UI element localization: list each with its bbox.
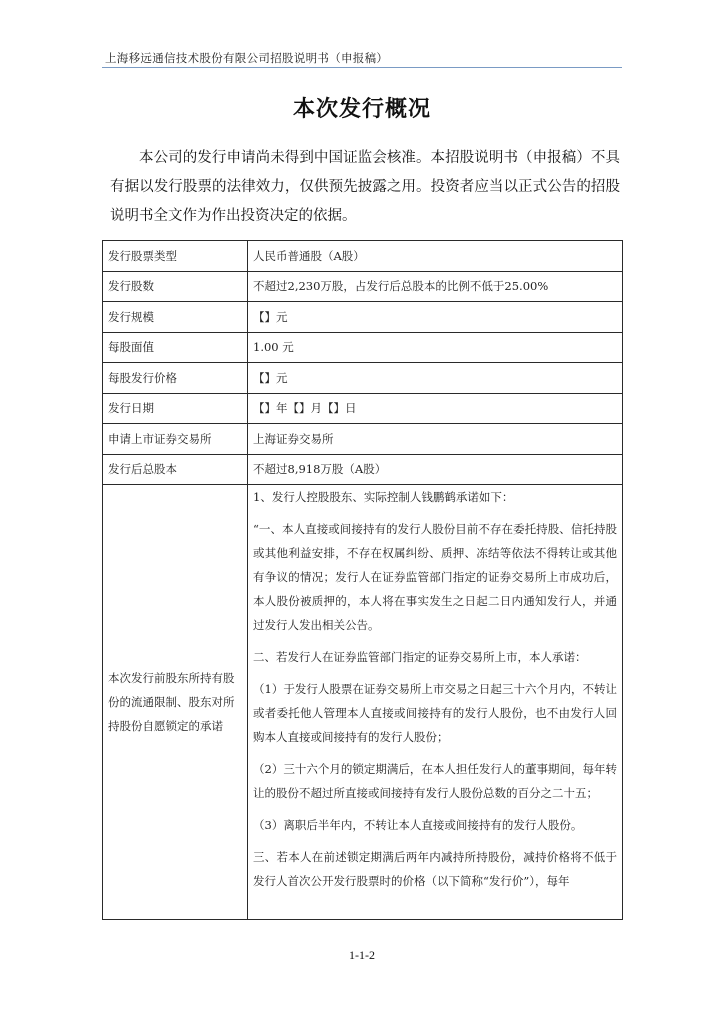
table-row [103, 393, 623, 424]
page-title: 本次发行概况 [292, 97, 431, 122]
intro-paragraph: 本公司的发行申请尚未得到中国证监会核准。本招股说明书（申报稿）不具有据以发行股票的法律效力，仅供预先披露之用。投资者应当以正式公告的招股说明书全文作为作出投资决定的依据。 [110, 150, 620, 224]
commitment-label: 本次发行前股东所持有股份的流通限制、股东对所持股份自愿锁定的承诺 [103, 485, 248, 920]
row-label: 发行规模 [103, 302, 248, 333]
row-value: 不超过8,918万股（A股） [248, 454, 623, 485]
row-label: 发行后总股本 [103, 454, 248, 485]
row-value: 【】年【】月【】日 [248, 393, 623, 424]
row-value: 【】元 [248, 363, 623, 394]
page-number: 1-1-2 [349, 948, 375, 962]
commitment-paragraph: 二、若发行人在证券监管部门指定的证券交易所上市，本人承诺： [253, 650, 587, 664]
row-value: 人民币普通股（A股） [248, 241, 623, 272]
offering-summary-table [102, 240, 623, 920]
header-rule [102, 67, 622, 68]
row-value: 1.00 元 [248, 332, 623, 363]
table-row [103, 241, 623, 272]
row-label: 发行日期 [103, 393, 248, 424]
table-row [103, 454, 623, 485]
row-label: 发行股数 [103, 271, 248, 302]
commitment-paragraph: 三、若本人在前述锁定期满后两年内减持所持股份，减持价格将不低于发行人首次公开发行股票时的价格（以下简称“发行价”），每年 [253, 850, 617, 888]
table-row [103, 302, 623, 333]
table-row [103, 363, 623, 394]
table-row [103, 332, 623, 363]
running-header: 上海移远通信技术股份有限公司招股说明书（申报稿） [105, 51, 389, 65]
table-row [103, 271, 623, 302]
commitment-paragraph: （1）于发行人股票在证券交易所上市交易之日起三十六个月内，不转让或者委托他人管理本人直接或间接持有的发行人股份，也不由发行人回购本人直接或间接持有的发行人股份； [253, 682, 617, 744]
row-label: 申请上市证券交易所 [103, 424, 248, 455]
table-row [103, 424, 623, 455]
commitment-paragraph: “一、本人直接或间接持有的发行人股份目前不存在委托持股、信托持股或其他利益安排，不存在权属纠纷、质押、冻结等依法不得转让或其他有争议的情况；发行人在证券监管部门指定的证券交易所上市成功后，本人股份被质押的，本人将在事实发生之日起二日内通知发行人，并通过发行人发出相关公告。 [253, 522, 617, 632]
commitment-content [248, 485, 623, 920]
row-label: 每股面值 [103, 332, 248, 363]
commitment-row [103, 485, 623, 920]
commitment-paragraph: （2）三十六个月的锁定期满后，在本人担任发行人的董事期间，每年转让的股份不超过所直接或间接持有发行人股份总数的百分之二十五； [253, 762, 617, 800]
row-label: 每股发行价格 [103, 363, 248, 394]
row-label: 发行股票类型 [103, 241, 248, 272]
commitment-paragraph: （3）离职后半年内，不转让本人直接或间接持有的发行人股份。 [253, 818, 583, 832]
commitment-paragraph: 1、发行人控股股东、实际控制人钱鹏鹤承诺如下： [253, 490, 514, 504]
row-value: 上海证券交易所 [248, 424, 623, 455]
row-value: 不超过2,230万股，占发行后总股本的比例不低于25.00% [248, 271, 623, 302]
row-value: 【】元 [248, 302, 623, 333]
